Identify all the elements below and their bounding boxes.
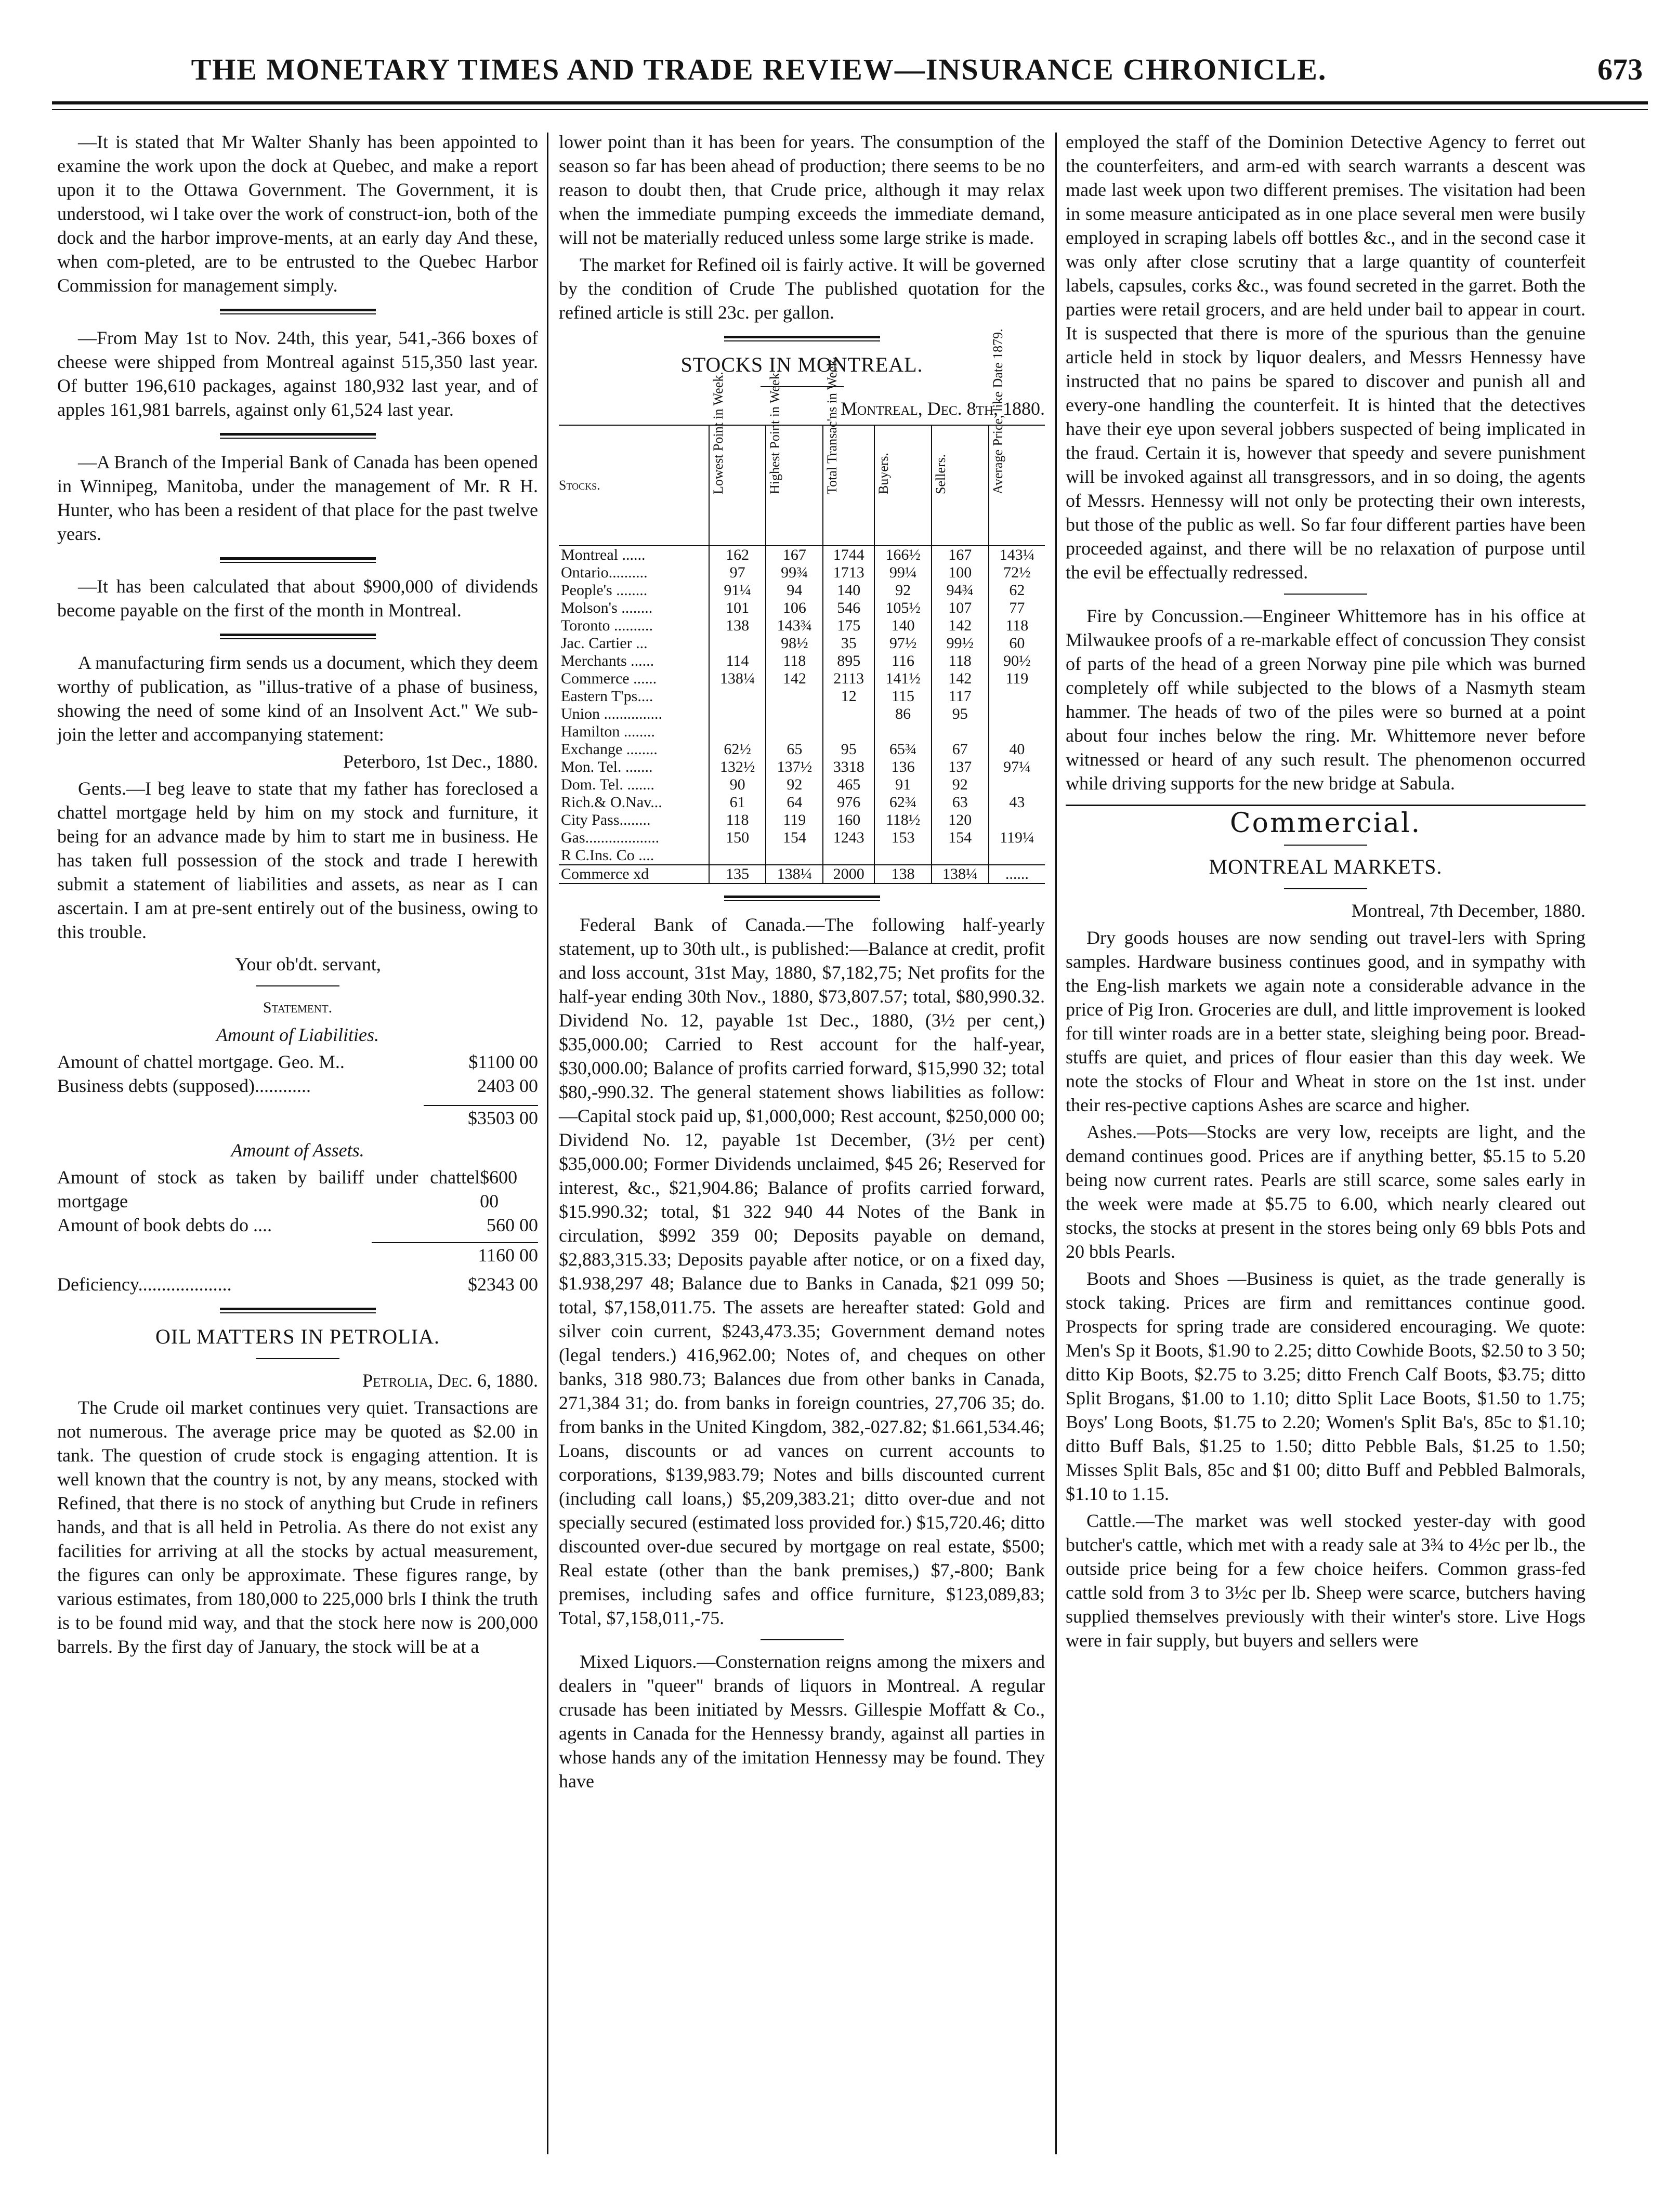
montreal-markets-heading: MONTREAL MARKETS. bbox=[1209, 855, 1443, 878]
separator bbox=[1284, 888, 1367, 889]
table-cell: 465 bbox=[823, 776, 874, 794]
table-cell: 137 bbox=[932, 758, 989, 776]
table-cell bbox=[989, 776, 1045, 794]
stocks-dateline: Montreal, Dec. 8th, 1880. bbox=[841, 398, 1045, 419]
table-cell: 136 bbox=[874, 758, 932, 776]
table-cell: 35 bbox=[823, 635, 874, 652]
separator bbox=[761, 1639, 844, 1640]
table-cell: 135 bbox=[709, 865, 766, 884]
table-cell: 95 bbox=[823, 741, 874, 758]
table-cell: 114 bbox=[709, 652, 766, 670]
stocks-heading: STOCKS IN MONTREAL. bbox=[680, 353, 923, 376]
table-cell: 61 bbox=[709, 794, 766, 811]
column-header-label: Sellers. bbox=[933, 454, 948, 494]
stock-name-cell: Jac. Cartier ... bbox=[561, 635, 648, 652]
table-row bbox=[559, 652, 1045, 670]
stock-name-cell: Mon. Tel. ....... bbox=[561, 758, 653, 775]
stock-name-cell: Montreal ...... bbox=[561, 546, 646, 563]
table-row bbox=[559, 582, 1045, 599]
stock-name-cell: Dom. Tel. ....... bbox=[561, 776, 654, 793]
liability-label: Amount of chattel mortgage. Geo. M.. bbox=[57, 1051, 345, 1072]
column-header bbox=[559, 425, 709, 546]
table-cell: 94¾ bbox=[932, 582, 989, 599]
table-cell: 67 bbox=[932, 741, 989, 758]
deficiency-line bbox=[57, 1272, 538, 1296]
table-cell: 97 bbox=[709, 564, 766, 582]
table-row bbox=[559, 723, 1045, 741]
table-cell: 95 bbox=[932, 705, 989, 723]
page-number: 673 bbox=[1597, 52, 1643, 86]
table-cell: 142 bbox=[932, 670, 989, 688]
table-cell: 98½ bbox=[766, 635, 823, 652]
table-cell bbox=[709, 635, 766, 652]
table-cell: 64 bbox=[766, 794, 823, 811]
table-cell: 90½ bbox=[989, 652, 1045, 670]
table-cell: 118 bbox=[989, 617, 1045, 635]
table-cell: 138 bbox=[874, 865, 932, 884]
table-cell: 97¼ bbox=[989, 758, 1045, 776]
stock-name-cell: R C.Ins. Co .... bbox=[561, 847, 654, 864]
table-cell: 132½ bbox=[709, 758, 766, 776]
table-cell bbox=[823, 723, 874, 741]
table-cell: 154 bbox=[932, 829, 989, 847]
table-cell: 77 bbox=[989, 599, 1045, 617]
table-cell: 120 bbox=[932, 811, 989, 829]
column-header bbox=[823, 356, 874, 546]
table-cell: 92 bbox=[874, 582, 932, 599]
manufacturing-paragraph: A manufacturing firm sends us a document, which they deem worthy of publication, as "illus-trative of a phase of business, showing the need of some kind of an Insolvent Act." We sub-join the letter and accompanying statement: bbox=[57, 652, 538, 745]
table-cell: 150 bbox=[709, 829, 766, 847]
table-cell: 100 bbox=[932, 564, 989, 582]
table-row bbox=[559, 670, 1045, 688]
asset-line bbox=[57, 1165, 538, 1213]
dividends-paragraph: —It has been calculated that about $900,000 of dividends become payable on the first of the month in Montreal. bbox=[57, 576, 538, 621]
column-header-label: Highest Point in Week. bbox=[767, 369, 783, 494]
table-cell: 97½ bbox=[874, 635, 932, 652]
table-cell: 895 bbox=[823, 652, 874, 670]
table-cell: 546 bbox=[823, 599, 874, 617]
table-cell: 62¾ bbox=[874, 794, 932, 811]
table-cell: 116 bbox=[874, 652, 932, 670]
letter-body: Gents.—I beg leave to state that my father has foreclosed a chattel mortgage held by him on my stock and furniture, it being for an advance made by him to start me in business. He has taken full possession of the stock and trade I herewith submit a statement of liabilities and assets, as near as I can ascertain. I am at pre-sent entirely out of the business, owing to this trouble. bbox=[57, 778, 538, 942]
table-row bbox=[559, 599, 1045, 617]
table-cell: 115 bbox=[874, 688, 932, 705]
ashes-paragraph: Ashes.—Pots—Stocks are very low, receipts are light, and the demand continues good. Prices are if anything better, $5.15 to 5.20 being now current rates. Pearls are still scarce, some sales early in the week were made at $5.75 to 6.00, which nearly cleared out stocks, the stocks at present in the stores being only 69 bbls Pots and 20 bbls Pearls. bbox=[1066, 1122, 1586, 1262]
table-cell: 107 bbox=[932, 599, 989, 617]
stock-name-cell: Molson's ........ bbox=[561, 599, 653, 616]
table-cell: 105½ bbox=[874, 599, 932, 617]
table-cell: 162 bbox=[709, 546, 766, 564]
table-cell: 101 bbox=[709, 599, 766, 617]
table-cell: 117 bbox=[932, 688, 989, 705]
table-cell: 976 bbox=[823, 794, 874, 811]
separator bbox=[220, 433, 376, 439]
table-cell: 86 bbox=[874, 705, 932, 723]
table-cell bbox=[932, 847, 989, 865]
assets-total: 1160 00 bbox=[372, 1242, 538, 1267]
table-cell bbox=[989, 847, 1045, 865]
table-row bbox=[559, 617, 1045, 635]
liability-value: 2403 00 bbox=[477, 1075, 538, 1096]
asset-label: Amount of book debts do .... bbox=[57, 1215, 272, 1235]
asset-label: Amount of stock as taken by bailiff under chattel mortgage bbox=[57, 1167, 480, 1212]
table-cell: 119 bbox=[989, 670, 1045, 688]
imperial-bank-paragraph: —A Branch of the Imperial Bank of Canada has been opened in Winnipeg, Manitoba, under the management of Mr. R H. Hunter, who has been a resident of that place for the past twelve years. bbox=[57, 452, 538, 544]
table-cell: 92 bbox=[766, 776, 823, 794]
table-cell bbox=[766, 705, 823, 723]
table-row bbox=[559, 564, 1045, 582]
table-cell: 142 bbox=[932, 617, 989, 635]
column-header-label: Lowest Point in Week. bbox=[710, 372, 726, 494]
table-cell: 2000 bbox=[823, 865, 874, 884]
table-cell: 118½ bbox=[874, 811, 932, 829]
column-2 bbox=[559, 130, 1045, 2157]
table-cell: 143¾ bbox=[766, 617, 823, 635]
column-header-label: Total Transac'ns in Week. bbox=[824, 356, 840, 494]
stock-name-cell: Commerce xd bbox=[559, 865, 709, 884]
table-cell: 106 bbox=[766, 599, 823, 617]
table-body bbox=[559, 546, 1045, 884]
table-cell: 3318 bbox=[823, 758, 874, 776]
liability-line bbox=[57, 1074, 538, 1098]
statement-heading: Statement. bbox=[263, 999, 333, 1016]
separator bbox=[724, 336, 880, 341]
table-cell: 99¼ bbox=[874, 564, 932, 582]
table-cell bbox=[932, 723, 989, 741]
table-cell: 166½ bbox=[874, 546, 932, 564]
deficiency-value: $2343 00 bbox=[468, 1274, 538, 1295]
column-header bbox=[709, 372, 766, 546]
table-cell: 2113 bbox=[823, 670, 874, 688]
table-cell: 119¼ bbox=[989, 829, 1045, 847]
table-cell: 43 bbox=[989, 794, 1045, 811]
page-header bbox=[57, 52, 1643, 99]
table-cell: 118 bbox=[709, 811, 766, 829]
stock-name-cell: Eastern T'ps.... bbox=[561, 688, 653, 705]
publication-title: THE MONETARY TIMES AND TRADE REVIEW—INSURANCE CHRONICLE. bbox=[191, 52, 1327, 86]
table-row bbox=[559, 811, 1045, 829]
table-row bbox=[559, 688, 1045, 705]
table-cell: 62½ bbox=[709, 741, 766, 758]
column-header-label: Stocks. bbox=[559, 478, 600, 493]
table-cell: 1713 bbox=[823, 564, 874, 582]
table-row bbox=[559, 546, 1045, 564]
letter-signoff: Your ob'dt. servant, bbox=[235, 954, 381, 975]
stock-name-cell: Ontario.......... bbox=[561, 564, 648, 581]
stock-name-cell: Rich.& O.Nav... bbox=[561, 794, 662, 811]
table-cell: 40 bbox=[989, 741, 1045, 758]
oil-matters-heading: OIL MATTERS IN PETROLIA. bbox=[155, 1325, 440, 1348]
table-header-row bbox=[559, 425, 1045, 546]
table-cell bbox=[989, 705, 1045, 723]
table-cell: 154 bbox=[766, 829, 823, 847]
stock-name-cell: Union ............... bbox=[561, 705, 662, 722]
table-cell: 99¾ bbox=[766, 564, 823, 582]
separator bbox=[256, 985, 339, 986]
table-cell bbox=[989, 811, 1045, 829]
mixed-liquors-paragraph: Mixed Liquors.—Consternation reigns among the mixers and dealers in "queer" brands of liquors in Montreal. A regular crusade has been initiated by Messrs. Gillespie Moffatt & Co., agents in Canada for the Hennessy brandy, against all parties in whose hands any of the imitation Hennessy may be found. They have bbox=[559, 1651, 1045, 1792]
table-cell: 118 bbox=[766, 652, 823, 670]
stock-name-cell: Gas................... bbox=[561, 829, 660, 846]
table-row bbox=[559, 794, 1045, 811]
table-cell: 1744 bbox=[823, 546, 874, 564]
table-cell bbox=[709, 723, 766, 741]
header-rule-thin bbox=[52, 109, 1648, 110]
table-cell: 91¼ bbox=[709, 582, 766, 599]
table-cell: 65 bbox=[766, 741, 823, 758]
table-cell: ...... bbox=[989, 865, 1045, 884]
column-3 bbox=[1066, 130, 1586, 2157]
table-cell bbox=[823, 847, 874, 865]
liability-value: $1100 00 bbox=[468, 1051, 538, 1072]
table-cell: 94 bbox=[766, 582, 823, 599]
table-cell: 138¼ bbox=[709, 670, 766, 688]
table-cell: 138 bbox=[709, 617, 766, 635]
table-cell: 60 bbox=[989, 635, 1045, 652]
separator bbox=[220, 309, 376, 314]
table-cell bbox=[709, 688, 766, 705]
oil-body: The Crude oil market continues very quiet. Transactions are not numerous. The average price may be quoted as $2.00 in tank. The question of crude stock is engaging attention. It is well known that the country is not, by any means, stocked with Refined, that there is no stock of anything but Crude in refiners hands, and that is all held in Petrolia. As there do not exist any facilities for arriving at all the stocks by actual measurement, the figures can only be approximate. These figures range, by various estimates, from 180,000 to 225,000 brls I think the truth is to be found mid way, and that the stock here now is 200,000 barrels. By the first day of January, the stock will be at a bbox=[57, 1397, 538, 1657]
separator bbox=[1284, 594, 1367, 595]
column-1 bbox=[57, 130, 538, 2157]
table-cell bbox=[823, 705, 874, 723]
table-cell: 91 bbox=[874, 776, 932, 794]
table-cell: 143¼ bbox=[989, 546, 1045, 564]
cattle-paragraph: Cattle.—The market was well stocked yester-day with good butcher's cattle, which met with a ready sale at 3¾ to 4½c per lb., the outside price being for a few choice heifers. Common grass-fed cattle sold from 3 to 3½c per lb. Sheep were scarce, butchers having supplied themselves previously with their winter's store. Live Hogs were in fair supply, but buyers and sellers were bbox=[1066, 1510, 1586, 1651]
column-header-label: Average Price, like Date 1879. bbox=[990, 328, 1005, 494]
column-rule bbox=[1055, 133, 1057, 2154]
table-cell: 140 bbox=[874, 617, 932, 635]
table-cell: 92 bbox=[932, 776, 989, 794]
separator bbox=[220, 634, 376, 639]
refined-oil-paragraph: The market for Refined oil is fairly active. It will be governed by the condition of Crude The published quotation for the refined article is still 23c. per gallon. bbox=[559, 254, 1045, 323]
separator bbox=[220, 1308, 376, 1313]
stock-name-cell: Commerce ...... bbox=[561, 670, 657, 687]
table-cell: 62 bbox=[989, 582, 1045, 599]
markets-dateline: Montreal, 7th December, 1880. bbox=[1351, 900, 1586, 921]
assets-heading: Amount of Assets. bbox=[231, 1140, 364, 1161]
table-cell: 72½ bbox=[989, 564, 1045, 582]
table-cell: 167 bbox=[932, 546, 989, 564]
shanly-paragraph: —It is stated that Mr Walter Shanly has been appointed to examine the work upon the dock at Quebec, and make a report upon it to the Ottawa Government. The Government, it is understood, wi l take over the work of construct-ion, both of the dock and the harbor improve-ments, at an early day And these, when com-pleted, are to be entrusted to the Quebec Harbor Commission for management simply. bbox=[57, 131, 538, 296]
asset-line bbox=[57, 1213, 538, 1237]
column-header-label: Buyers. bbox=[876, 452, 892, 494]
table-cell bbox=[766, 688, 823, 705]
table-cell: 63 bbox=[932, 794, 989, 811]
table-cell: 138¼ bbox=[766, 865, 823, 884]
stock-name-cell: Toronto .......... bbox=[561, 617, 653, 634]
boots-shoes-paragraph: Boots and Shoes —Business is quiet, as the trade generally is stock taking. Prices are firm and remittances continue good. Prospects for spring trade are considered encouraging. We quote: Men's Sp it Boots, $1.90 to 2.25; ditto Cowhide Boots, $2.50 to 3 50; ditto Kip Boots, $2.75 to 3.25; ditto French Calf Boots, $3.75; ditto Split Brogans, $1.00 to 1.10; ditto Split Lace Boots, $1.50 to 1.75; Boys' Long Boots, $1.75 to 2.20; Women's Split Ba's, 85c to $1.10; ditto Buff Bals, $1.25 to 1.50; ditto Pebble Bals, $1.25 to 1.50; Misses Split Bals, 85c and $1 00; ditto Buff and Pebbled Balmorals, $1.10 to 1.15. bbox=[1066, 1268, 1586, 1504]
table-cell: 138¼ bbox=[932, 865, 989, 884]
stock-name-cell: Merchants ...... bbox=[561, 652, 654, 669]
table-cell bbox=[989, 723, 1045, 741]
stock-name-cell: Hamilton ........ bbox=[561, 723, 655, 740]
table-cell bbox=[709, 847, 766, 865]
table-cell: 140 bbox=[823, 582, 874, 599]
table-row bbox=[559, 635, 1045, 652]
table-cell bbox=[766, 723, 823, 741]
liability-line bbox=[57, 1050, 538, 1074]
table-cell: 142 bbox=[766, 670, 823, 688]
table-cell: 175 bbox=[823, 617, 874, 635]
table-cell: 99½ bbox=[932, 635, 989, 652]
column-header bbox=[932, 425, 989, 546]
section-rule bbox=[1066, 805, 1586, 806]
table-row bbox=[559, 776, 1045, 794]
table-row bbox=[559, 847, 1045, 865]
table-row bbox=[559, 865, 1045, 884]
column-header bbox=[766, 369, 823, 546]
deficiency-label: Deficiency.................... bbox=[57, 1274, 232, 1295]
asset-value: 560 00 bbox=[487, 1215, 538, 1235]
table-row bbox=[559, 829, 1045, 847]
separator bbox=[1284, 845, 1367, 846]
table-cell: 137½ bbox=[766, 758, 823, 776]
liabilities-heading: Amount of Liabilities. bbox=[216, 1024, 379, 1045]
separator bbox=[724, 896, 880, 901]
stock-name-cell: Exchange ........ bbox=[561, 741, 658, 758]
table-cell: 160 bbox=[823, 811, 874, 829]
header-rule bbox=[52, 101, 1648, 104]
table-cell: 65¾ bbox=[874, 741, 932, 758]
liabilities-total: $3503 00 bbox=[424, 1105, 538, 1130]
table-cell: 167 bbox=[766, 546, 823, 564]
mixed-liquors-continued: employed the staff of the Dominion Detective Agency to ferret out the counterfeiters, and arm-ed with search warrants a descent was made last week upon two different premises. The visitation had been in some measure anticipated as in one place several men were busily employed in scraping labels off bottles &c., and in the second case it was only after close scrutiny that a large quantity of counterfeit labels, capsules, corks &c., was found secreted in the garret. Both the parties were retail grocers, and are held under bail to appear in court. It is suspected that there is more of the spurious than the genuine article held in stock by liquor dealers, and Messrs Hennessy have instructed that no pains be spared to discover and punish all and every-one handling the counterfeit. It is hinted that the detectives have their eye upon several jobbers suspected of being implicated in the fraud. Certain it is, however that speedy and severe punishment will be invoked against all transgressors, and in so doing, the agents of Messrs. Hennessy will not only be protecting their own interests, but those of the public as well. So far four different parties have been proceeded against, and there will be no relaxation of purpose until the evil be effectually redressed. bbox=[1066, 131, 1586, 583]
cheese-paragraph: —From May 1st to Nov. 24th, this year, 541,-366 boxes of cheese were shipped from Montreal against 515,350 last year. Of butter 196,610 packages, against 180,932 last year, and of apples 161,981 barrels, against only 61,524 last year. bbox=[57, 327, 538, 420]
table-cell: 90 bbox=[709, 776, 766, 794]
table-cell: 1243 bbox=[823, 829, 874, 847]
table-cell bbox=[766, 847, 823, 865]
stock-name-cell: People's ........ bbox=[561, 582, 648, 599]
letter-place-date: Peterboro, 1st Dec., 1880. bbox=[343, 751, 538, 772]
liability-label: Business debts (supposed)............ bbox=[57, 1075, 311, 1096]
table-cell bbox=[989, 688, 1045, 705]
separator bbox=[256, 1358, 339, 1359]
asset-value: $600 00 bbox=[480, 1167, 518, 1212]
table-cell bbox=[874, 723, 932, 741]
table-cell bbox=[709, 705, 766, 723]
table-cell: 119 bbox=[766, 811, 823, 829]
column-header bbox=[989, 328, 1045, 546]
fire-concussion-paragraph: Fire by Concussion.—Engineer Whittemore has in his office at Milwaukee proofs of a re-markable effect of concussion They consist of parts of the head of a green Norway pine pile which was burned completely off while subjected to the blows of a Nasmyth steam hammer. The heads of two of the piles were so burned at a point about four inches below the ring. Mr. Whittemore never before witnessed or heard of any such result. The phenomenon occurred while driving supports for the new bridge at Sabula. bbox=[1066, 605, 1586, 794]
column-header bbox=[874, 425, 932, 546]
federal-bank-paragraph: Federal Bank of Canada.—The following half-yearly statement, up to 30th ult., is published:—Balance at credit, profit and loss account, 31st May, 1880, $7,182,75; Net profits for the half-year ending 30th Nov., 1880, $73,807.57; total, $80,990.32. Dividend No. 12, payable 1st Dec., 1880, (3½ per cent,) $35,000.00; Carried to Rest account for the half-year, $30,000.00; Balance of profits carried forward, $15,990 32; total $80,-990.32. The general statement shows liabilities as follow:—Capital stock paid up, $1,000,000; Rest account, $250,000 00; Dividend No. 12, payable 1st December, (3½ per cent) $35,000.00; Former Dividends unclaimed, $45 26; Reserved for interest, &c., $21,904.86; Balance of profits carried forward, $15.990.32; total, $1 322 940 44 Notes of the Bank in circulation, $992 359 00; Deposits payable on demand, $2,883,315.33; Deposits payable after notice, or on a fixed day, $1.938,297 48; Balance due to Banks in Canada, $21 099 50; total, $7,158,011.75. The assets are hereafter stated: Gold and silver coin current, $243,473.35; Government demand notes (legal tenders.) 416,962.00; Notes of, and cheques on other banks, 318 980.73; Balances due from other banks in Canada, 271,384 31; do. from banks in foreign countries, 27,706 35; do. from banks in the United Kingdom, 382,-027.82; $1.661,534.46; Loans, discounts or ad vances on current accounts to corporations, $139,983.79; Notes and bills discounted current (including call loans,) $5,209,383.21; ditto over-due and not specially secured (estimated loss provided for.) $15,720.46; ditto discounted over-due secured by mortgage on real estate, $500; Real estate (other than the bank premises,) $7,-800; Bank premises, including safes and office furniture, $123,089,83; Total, $7,158,011,-75. bbox=[559, 914, 1045, 1628]
oil-continued: lower point than it has been for years. The consumption of the season so far has been ahead of production; there seems to be no reason to doubt then, that Crude price, although it may relax when the immediate pumping exceeds the immediate demand, will not be materially reduced unless some large strike is made. bbox=[559, 131, 1045, 248]
separator bbox=[220, 557, 376, 563]
table-cell: 118 bbox=[932, 652, 989, 670]
table-cell: 141½ bbox=[874, 670, 932, 688]
oil-dateline: Petrolia, Dec. 6, 1880. bbox=[362, 1370, 538, 1391]
column-rule bbox=[547, 133, 548, 2154]
table-cell: 12 bbox=[823, 688, 874, 705]
table-row bbox=[559, 758, 1045, 776]
table-cell: 153 bbox=[874, 829, 932, 847]
commercial-section-heading: Commercial. bbox=[1229, 808, 1422, 839]
table-row bbox=[559, 705, 1045, 723]
dry-goods-paragraph: Dry goods houses are now sending out travel-lers with Spring samples. Hardware business continues good, and in sympathy with the Eng-lish markets we again note a considerable advance in the price of Pig Iron. Groceries are dull, and little improvement is looked for till winter roads are in a better state, sleighing being poor. Bread-stuffs are quiet, and prices of flour easier than this day week. We note the stocks of Flour and Wheat in store on the 1st inst. under their res-pective captions Ashes are scarce and higher. bbox=[1066, 927, 1586, 1115]
table-cell bbox=[874, 847, 932, 865]
stock-name-cell: City Pass........ bbox=[561, 811, 651, 828]
table-row bbox=[559, 741, 1045, 758]
